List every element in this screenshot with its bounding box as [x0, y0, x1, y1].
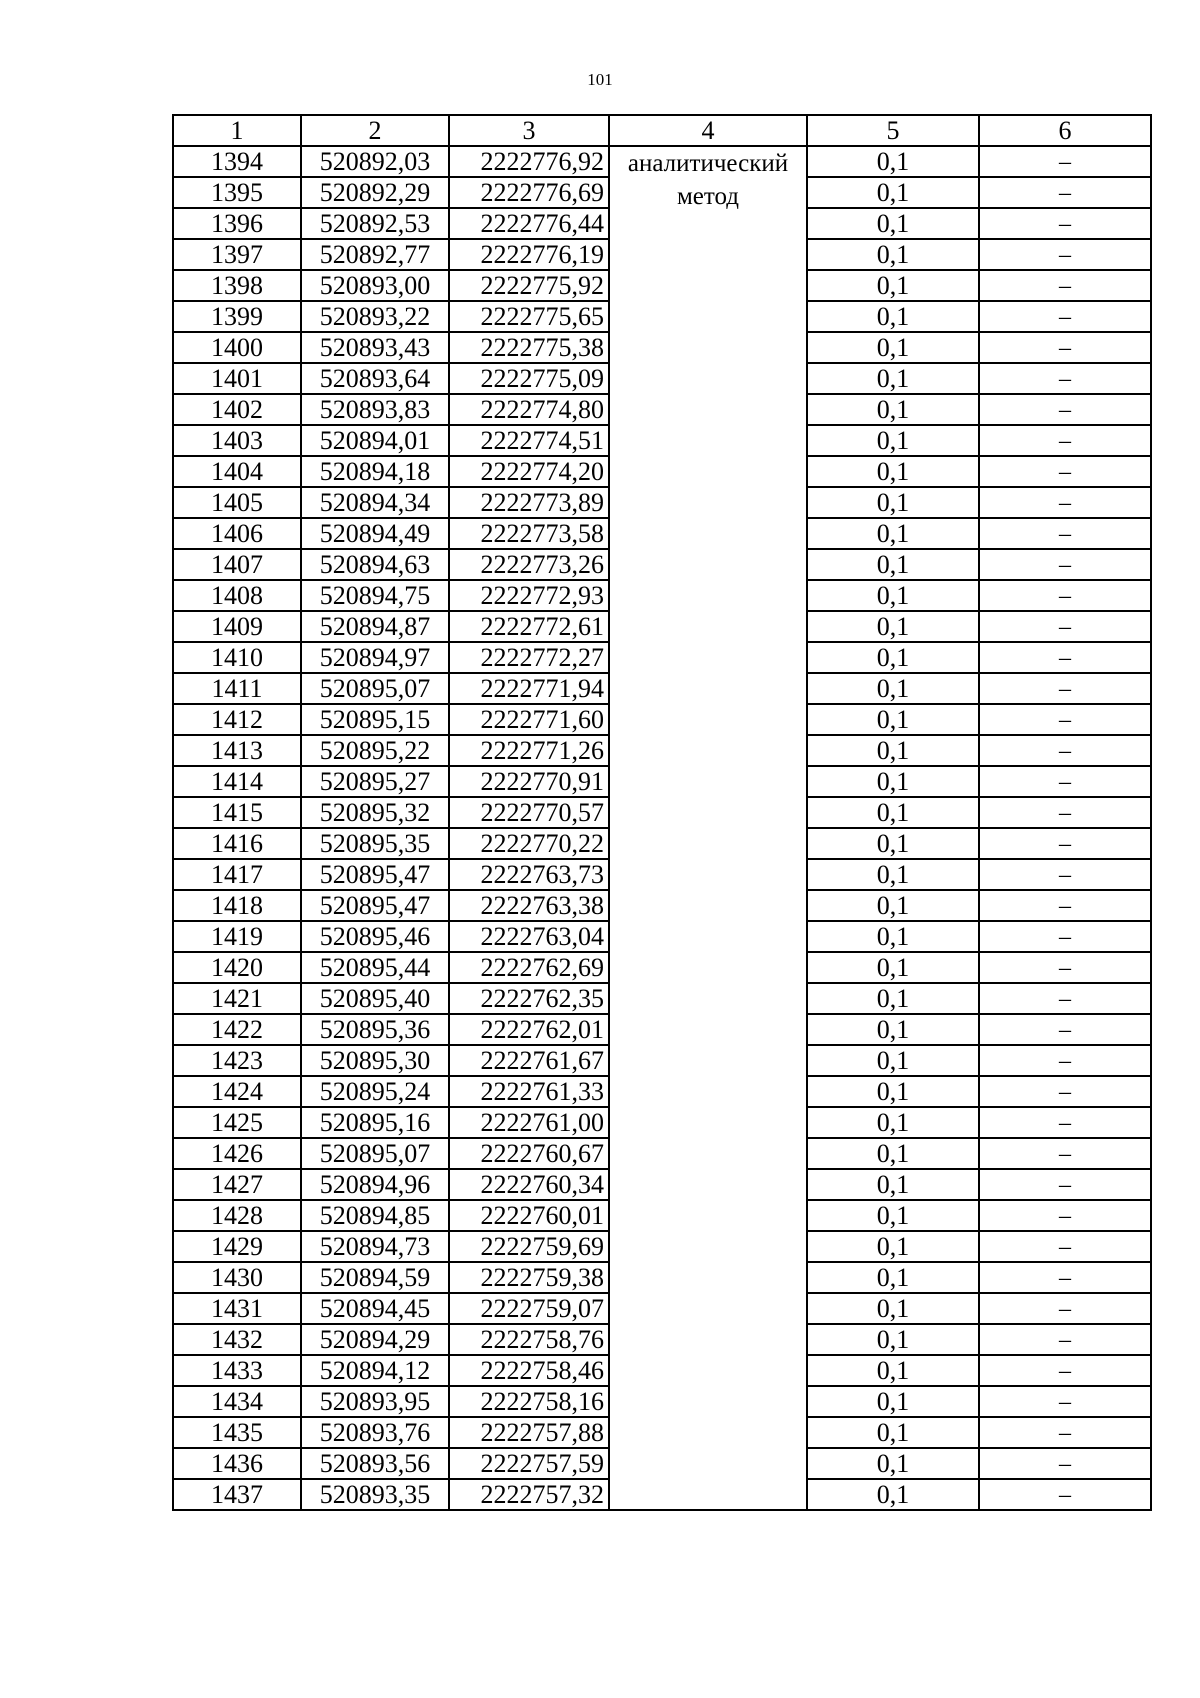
accuracy-cell: 0,1: [807, 1076, 979, 1107]
y-coordinate-cell: 2222775,65: [449, 301, 609, 332]
note-cell: –: [979, 1169, 1151, 1200]
x-coordinate-cell: 520893,76: [301, 1417, 449, 1448]
note-cell: –: [979, 642, 1151, 673]
x-coordinate-cell: 520895,27: [301, 766, 449, 797]
point-number-cell: 1427: [173, 1169, 301, 1200]
note-cell: –: [979, 1293, 1151, 1324]
note-cell: –: [979, 1076, 1151, 1107]
point-number-cell: 1411: [173, 673, 301, 704]
x-coordinate-cell: 520894,85: [301, 1200, 449, 1231]
accuracy-cell: 0,1: [807, 797, 979, 828]
accuracy-cell: 0,1: [807, 518, 979, 549]
note-cell: –: [979, 580, 1151, 611]
point-number-cell: 1432: [173, 1324, 301, 1355]
x-coordinate-cell: 520895,44: [301, 952, 449, 983]
accuracy-cell: 0,1: [807, 1479, 979, 1510]
point-number-cell: 1402: [173, 394, 301, 425]
point-number-cell: 1415: [173, 797, 301, 828]
y-coordinate-cell: 2222759,38: [449, 1262, 609, 1293]
y-coordinate-cell: 2222775,09: [449, 363, 609, 394]
column-header: 5: [807, 115, 979, 146]
note-cell: –: [979, 425, 1151, 456]
point-number-cell: 1434: [173, 1386, 301, 1417]
point-number-cell: 1404: [173, 456, 301, 487]
point-number-cell: 1425: [173, 1107, 301, 1138]
y-coordinate-cell: 2222773,89: [449, 487, 609, 518]
note-cell: –: [979, 673, 1151, 704]
note-cell: –: [979, 1417, 1151, 1448]
x-coordinate-cell: 520893,64: [301, 363, 449, 394]
accuracy-cell: 0,1: [807, 239, 979, 270]
x-coordinate-cell: 520893,56: [301, 1448, 449, 1479]
point-number-cell: 1403: [173, 425, 301, 456]
accuracy-cell: 0,1: [807, 859, 979, 890]
point-number-cell: 1423: [173, 1045, 301, 1076]
x-coordinate-cell: 520894,45: [301, 1293, 449, 1324]
y-coordinate-cell: 2222759,69: [449, 1231, 609, 1262]
note-cell: –: [979, 518, 1151, 549]
y-coordinate-cell: 2222762,01: [449, 1014, 609, 1045]
accuracy-cell: 0,1: [807, 301, 979, 332]
note-cell: –: [979, 1231, 1151, 1262]
x-coordinate-cell: 520894,59: [301, 1262, 449, 1293]
y-coordinate-cell: 2222770,22: [449, 828, 609, 859]
accuracy-cell: 0,1: [807, 487, 979, 518]
x-coordinate-cell: 520893,35: [301, 1479, 449, 1510]
column-header: 4: [609, 115, 807, 146]
page-number: 101: [587, 70, 613, 89]
accuracy-cell: 0,1: [807, 921, 979, 952]
accuracy-cell: 0,1: [807, 673, 979, 704]
point-number-cell: 1408: [173, 580, 301, 611]
accuracy-cell: 0,1: [807, 1293, 979, 1324]
y-coordinate-cell: 2222771,26: [449, 735, 609, 766]
point-number-cell: 1399: [173, 301, 301, 332]
note-cell: –: [979, 239, 1151, 270]
x-coordinate-cell: 520895,46: [301, 921, 449, 952]
x-coordinate-cell: 520895,22: [301, 735, 449, 766]
note-cell: –: [979, 797, 1151, 828]
accuracy-cell: 0,1: [807, 425, 979, 456]
x-coordinate-cell: 520892,77: [301, 239, 449, 270]
y-coordinate-cell: 2222763,73: [449, 859, 609, 890]
x-coordinate-cell: 520894,63: [301, 549, 449, 580]
point-number-cell: 1416: [173, 828, 301, 859]
y-coordinate-cell: 2222773,26: [449, 549, 609, 580]
y-coordinate-cell: 2222773,58: [449, 518, 609, 549]
x-coordinate-cell: 520895,32: [301, 797, 449, 828]
y-coordinate-cell: 2222770,91: [449, 766, 609, 797]
column-header: 1: [173, 115, 301, 146]
y-coordinate-cell: 2222772,93: [449, 580, 609, 611]
x-coordinate-cell: 520895,15: [301, 704, 449, 735]
point-number-cell: 1437: [173, 1479, 301, 1510]
y-coordinate-cell: 2222776,44: [449, 208, 609, 239]
note-cell: –: [979, 1200, 1151, 1231]
x-coordinate-cell: 520894,75: [301, 580, 449, 611]
note-cell: –: [979, 208, 1151, 239]
x-coordinate-cell: 520895,07: [301, 1138, 449, 1169]
note-cell: –: [979, 1107, 1151, 1138]
note-cell: –: [979, 890, 1151, 921]
point-number-cell: 1433: [173, 1355, 301, 1386]
y-coordinate-cell: 2222763,38: [449, 890, 609, 921]
note-cell: –: [979, 611, 1151, 642]
note-cell: –: [979, 1386, 1151, 1417]
x-coordinate-cell: 520895,35: [301, 828, 449, 859]
x-coordinate-cell: 520895,16: [301, 1107, 449, 1138]
point-number-cell: 1398: [173, 270, 301, 301]
point-number-cell: 1410: [173, 642, 301, 673]
x-coordinate-cell: 520894,01: [301, 425, 449, 456]
x-coordinate-cell: 520894,34: [301, 487, 449, 518]
x-coordinate-cell: 520895,40: [301, 983, 449, 1014]
y-coordinate-cell: 2222776,69: [449, 177, 609, 208]
y-coordinate-cell: 2222775,38: [449, 332, 609, 363]
y-coordinate-cell: 2222774,80: [449, 394, 609, 425]
note-cell: –: [979, 270, 1151, 301]
accuracy-cell: 0,1: [807, 611, 979, 642]
accuracy-cell: 0,1: [807, 363, 979, 394]
note-cell: –: [979, 735, 1151, 766]
column-header: 6: [979, 115, 1151, 146]
point-number-cell: 1401: [173, 363, 301, 394]
note-cell: –: [979, 952, 1151, 983]
x-coordinate-cell: 520894,73: [301, 1231, 449, 1262]
accuracy-cell: 0,1: [807, 1231, 979, 1262]
x-coordinate-cell: 520894,29: [301, 1324, 449, 1355]
note-cell: –: [979, 766, 1151, 797]
accuracy-cell: 0,1: [807, 332, 979, 363]
x-coordinate-cell: 520893,83: [301, 394, 449, 425]
x-coordinate-cell: 520895,36: [301, 1014, 449, 1045]
point-number-cell: 1436: [173, 1448, 301, 1479]
note-cell: –: [979, 146, 1151, 177]
accuracy-cell: 0,1: [807, 1355, 979, 1386]
point-number-cell: 1429: [173, 1231, 301, 1262]
note-cell: –: [979, 177, 1151, 208]
y-coordinate-cell: 2222758,46: [449, 1355, 609, 1386]
column-header: 3: [449, 115, 609, 146]
x-coordinate-cell: 520893,00: [301, 270, 449, 301]
x-coordinate-cell: 520895,30: [301, 1045, 449, 1076]
point-number-cell: 1417: [173, 859, 301, 890]
note-cell: –: [979, 921, 1151, 952]
note-cell: –: [979, 828, 1151, 859]
y-coordinate-cell: 2222757,32: [449, 1479, 609, 1510]
note-cell: –: [979, 456, 1151, 487]
accuracy-cell: 0,1: [807, 1045, 979, 1076]
point-number-cell: 1418: [173, 890, 301, 921]
x-coordinate-cell: 520894,87: [301, 611, 449, 642]
point-number-cell: 1424: [173, 1076, 301, 1107]
note-cell: –: [979, 1324, 1151, 1355]
accuracy-cell: 0,1: [807, 1386, 979, 1417]
coordinates-table: [172, 114, 1152, 1511]
accuracy-cell: 0,1: [807, 1448, 979, 1479]
y-coordinate-cell: 2222776,92: [449, 146, 609, 177]
accuracy-cell: 0,1: [807, 735, 979, 766]
point-number-cell: 1413: [173, 735, 301, 766]
y-coordinate-cell: 2222757,88: [449, 1417, 609, 1448]
y-coordinate-cell: 2222760,67: [449, 1138, 609, 1169]
x-coordinate-cell: 520893,43: [301, 332, 449, 363]
method-cell: [609, 146, 807, 1510]
note-cell: –: [979, 1479, 1151, 1510]
note-cell: –: [979, 1448, 1151, 1479]
x-coordinate-cell: 520892,29: [301, 177, 449, 208]
x-coordinate-cell: 520895,47: [301, 890, 449, 921]
x-coordinate-cell: 520892,53: [301, 208, 449, 239]
accuracy-cell: 0,1: [807, 1138, 979, 1169]
table-header-row: [173, 115, 1151, 146]
accuracy-cell: 0,1: [807, 952, 979, 983]
point-number-cell: 1419: [173, 921, 301, 952]
point-number-cell: 1400: [173, 332, 301, 363]
y-coordinate-cell: 2222775,92: [449, 270, 609, 301]
note-cell: –: [979, 1045, 1151, 1076]
point-number-cell: 1422: [173, 1014, 301, 1045]
y-coordinate-cell: 2222758,16: [449, 1386, 609, 1417]
y-coordinate-cell: 2222771,94: [449, 673, 609, 704]
table-body: [173, 146, 1151, 1510]
x-coordinate-cell: 520894,96: [301, 1169, 449, 1200]
column-header: 2: [301, 115, 449, 146]
y-coordinate-cell: 2222771,60: [449, 704, 609, 735]
y-coordinate-cell: 2222761,00: [449, 1107, 609, 1138]
accuracy-cell: 0,1: [807, 1200, 979, 1231]
accuracy-cell: 0,1: [807, 549, 979, 580]
method-text-line: метод: [676, 183, 739, 210]
point-number-cell: 1396: [173, 208, 301, 239]
note-cell: –: [979, 1355, 1151, 1386]
point-number-cell: 1405: [173, 487, 301, 518]
note-cell: –: [979, 394, 1151, 425]
point-number-cell: 1428: [173, 1200, 301, 1231]
accuracy-cell: 0,1: [807, 270, 979, 301]
point-number-cell: 1406: [173, 518, 301, 549]
accuracy-cell: 0,1: [807, 642, 979, 673]
y-coordinate-cell: 2222774,20: [449, 456, 609, 487]
accuracy-cell: 0,1: [807, 1417, 979, 1448]
point-number-cell: 1407: [173, 549, 301, 580]
y-coordinate-cell: 2222772,61: [449, 611, 609, 642]
y-coordinate-cell: 2222759,07: [449, 1293, 609, 1324]
accuracy-cell: 0,1: [807, 1169, 979, 1200]
accuracy-cell: 0,1: [807, 394, 979, 425]
y-coordinate-cell: 2222776,19: [449, 239, 609, 270]
point-number-cell: 1412: [173, 704, 301, 735]
x-coordinate-cell: 520895,24: [301, 1076, 449, 1107]
point-number-cell: 1420: [173, 952, 301, 983]
method-text-line: аналитический: [627, 150, 789, 177]
point-number-cell: 1409: [173, 611, 301, 642]
note-cell: –: [979, 1262, 1151, 1293]
accuracy-cell: 0,1: [807, 208, 979, 239]
x-coordinate-cell: 520894,97: [301, 642, 449, 673]
accuracy-cell: 0,1: [807, 580, 979, 611]
point-number-cell: 1414: [173, 766, 301, 797]
point-number-cell: 1397: [173, 239, 301, 270]
note-cell: –: [979, 363, 1151, 394]
point-number-cell: 1421: [173, 983, 301, 1014]
accuracy-cell: 0,1: [807, 704, 979, 735]
x-coordinate-cell: 520894,49: [301, 518, 449, 549]
x-coordinate-cell: 520894,18: [301, 456, 449, 487]
note-cell: –: [979, 1138, 1151, 1169]
x-coordinate-cell: 520892,03: [301, 146, 449, 177]
accuracy-cell: 0,1: [807, 1262, 979, 1293]
y-coordinate-cell: 2222762,35: [449, 983, 609, 1014]
y-coordinate-cell: 2222760,34: [449, 1169, 609, 1200]
accuracy-cell: 0,1: [807, 1107, 979, 1138]
accuracy-cell: 0,1: [807, 890, 979, 921]
point-number-cell: 1395: [173, 177, 301, 208]
note-cell: –: [979, 487, 1151, 518]
note-cell: –: [979, 549, 1151, 580]
accuracy-cell: 0,1: [807, 766, 979, 797]
note-cell: –: [979, 704, 1151, 735]
accuracy-cell: 0,1: [807, 828, 979, 859]
point-number-cell: 1394: [173, 146, 301, 177]
accuracy-cell: 0,1: [807, 1324, 979, 1355]
y-coordinate-cell: 2222763,04: [449, 921, 609, 952]
note-cell: –: [979, 859, 1151, 890]
y-coordinate-cell: 2222774,51: [449, 425, 609, 456]
accuracy-cell: 0,1: [807, 177, 979, 208]
x-coordinate-cell: 520895,07: [301, 673, 449, 704]
y-coordinate-cell: 2222761,67: [449, 1045, 609, 1076]
accuracy-cell: 0,1: [807, 146, 979, 177]
y-coordinate-cell: 2222758,76: [449, 1324, 609, 1355]
point-number-cell: 1426: [173, 1138, 301, 1169]
y-coordinate-cell: 2222762,69: [449, 952, 609, 983]
note-cell: –: [979, 301, 1151, 332]
point-number-cell: 1435: [173, 1417, 301, 1448]
y-coordinate-cell: 2222760,01: [449, 1200, 609, 1231]
table-row: [173, 146, 1151, 177]
accuracy-cell: 0,1: [807, 456, 979, 487]
x-coordinate-cell: 520893,95: [301, 1386, 449, 1417]
note-cell: –: [979, 983, 1151, 1014]
accuracy-cell: 0,1: [807, 983, 979, 1014]
x-coordinate-cell: 520895,47: [301, 859, 449, 890]
note-cell: –: [979, 1014, 1151, 1045]
point-number-cell: 1430: [173, 1262, 301, 1293]
x-coordinate-cell: 520893,22: [301, 301, 449, 332]
x-coordinate-cell: 520894,12: [301, 1355, 449, 1386]
note-cell: –: [979, 332, 1151, 363]
point-number-cell: 1431: [173, 1293, 301, 1324]
y-coordinate-cell: 2222761,33: [449, 1076, 609, 1107]
y-coordinate-cell: 2222772,27: [449, 642, 609, 673]
y-coordinate-cell: 2222757,59: [449, 1448, 609, 1479]
y-coordinate-cell: 2222770,57: [449, 797, 609, 828]
accuracy-cell: 0,1: [807, 1014, 979, 1045]
